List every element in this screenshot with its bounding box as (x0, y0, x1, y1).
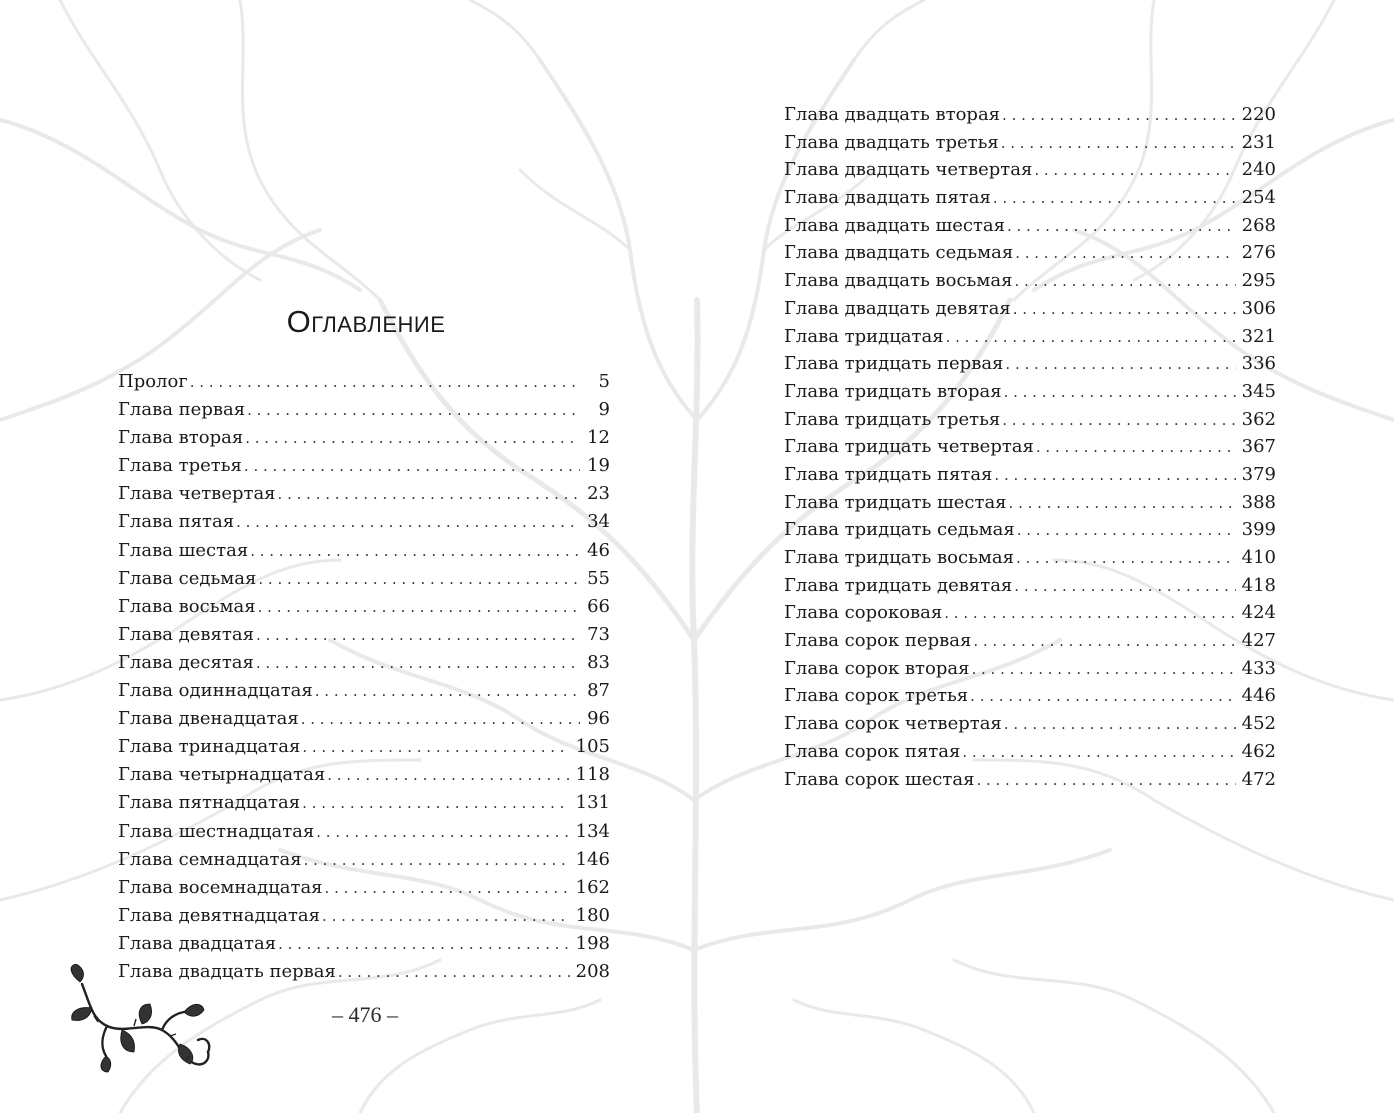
toc-entry (784, 212, 1276, 240)
toc-entry (784, 129, 1276, 157)
toc-entry-label: Глава четвертая (118, 483, 276, 505)
toc-entry-page: 208 (575, 960, 610, 982)
toc-entry-label: Глава двенадцатая (118, 708, 299, 730)
toc-dot-leader (1014, 268, 1235, 296)
toc-entry-label: Глава первая (118, 399, 246, 421)
toc-entry-page: 96 (587, 708, 610, 730)
toc-entry (118, 565, 610, 593)
toc-entry-label: Глава пятая (118, 511, 235, 533)
toc-entry (118, 902, 610, 930)
toc-entry-label: Глава двадцать четвертая (784, 159, 1033, 181)
toc-entry (118, 396, 610, 424)
toc-entry-label: Глава девятнадцатая (118, 904, 321, 926)
toc-title: Оглавление (286, 304, 446, 339)
toc-dot-leader (302, 733, 569, 761)
toc-entry-page: 276 (1241, 242, 1276, 264)
toc-entry-page: 5 (598, 371, 610, 392)
toc-entry-page: 427 (1241, 630, 1276, 652)
toc-dot-leader (258, 593, 580, 621)
toc-entry-label: Глава двадцать первая (118, 960, 336, 982)
toc-dot-leader (278, 930, 570, 958)
toc-entry-label: Глава двадцать вторая (784, 104, 1001, 125)
toc-dot-leader (236, 508, 580, 536)
toc-entry-label: Глава тридцать восьмая (784, 547, 1014, 568)
toc-entry-label: Глава двадцать восьмая (784, 270, 1013, 292)
toc-dot-leader (301, 705, 580, 733)
toc-entry-page: 146 (575, 848, 610, 870)
toc-entry-page: 254 (1241, 187, 1276, 209)
toc-entry-page: 452 (1241, 713, 1276, 735)
toc-dot-leader (1007, 213, 1236, 241)
toc-entry-label: Глава сорок первая (784, 630, 972, 652)
toc-entry (118, 733, 610, 761)
toc-entry-label: Глава сорок третья (784, 685, 969, 707)
toc-entry (784, 378, 1276, 406)
toc-entry-label: Глава третья (118, 455, 242, 477)
toc-list-left (118, 368, 610, 986)
toc-dot-leader (1002, 102, 1236, 130)
toc-dot-leader (304, 846, 570, 874)
toc-entry-page: 321 (1241, 325, 1276, 347)
toc-entry (118, 705, 610, 733)
toc-entry-label: Глава девятая (118, 623, 254, 645)
toc-entry-page: 410 (1241, 547, 1276, 568)
toc-entry-page: 306 (1241, 297, 1276, 319)
toc-entry (784, 267, 1276, 295)
toc-dot-leader (1009, 490, 1236, 518)
toc-list-right (784, 101, 1276, 793)
toc-dot-leader (1016, 545, 1236, 573)
toc-entry-label: Глава шестая (118, 539, 249, 561)
toc-entry-label: Глава одиннадцатая (118, 680, 313, 702)
toc-entry-label: Глава двадцать пятая (784, 187, 991, 209)
toc-entry (784, 461, 1276, 489)
toc-entry-page: 446 (1241, 685, 1276, 707)
toc-entry (118, 593, 610, 621)
toc-entry-page: 240 (1241, 159, 1276, 181)
toc-entry (784, 599, 1276, 627)
toc-dot-leader (322, 902, 570, 930)
toc-entry-page: 34 (587, 511, 610, 533)
toc-entry-page: 367 (1241, 436, 1276, 458)
toc-dot-leader (250, 537, 580, 565)
toc-entry (784, 239, 1276, 267)
toc-dot-leader (1034, 157, 1235, 185)
toc-dot-leader (315, 677, 580, 705)
toc-dot-leader (256, 621, 580, 649)
toc-entry-page: 424 (1241, 602, 1276, 624)
toc-entry-page: 118 (575, 764, 610, 786)
toc-dot-leader (245, 424, 580, 452)
toc-dot-leader (302, 789, 569, 817)
toc-dot-leader (993, 185, 1236, 213)
toc-entry (784, 516, 1276, 544)
toc-entry (784, 710, 1276, 738)
toc-entry (118, 789, 610, 817)
toc-entry-label: Глава сорок четвертая (784, 713, 1002, 735)
toc-entry-page: 198 (575, 932, 610, 954)
toc-dot-leader (1036, 434, 1236, 462)
toc-entry-page: 19 (587, 455, 610, 477)
toc-entry-page: 46 (587, 539, 610, 561)
toc-dot-leader (971, 656, 1235, 684)
toc-entry-page: 87 (587, 680, 610, 702)
toc-entry (118, 452, 610, 480)
toc-dot-leader (327, 761, 569, 789)
toc-dot-leader (278, 480, 580, 508)
toc-entry (118, 930, 610, 958)
toc-entry (784, 544, 1276, 572)
toc-entry-label: Глава тридцать седьмая (784, 519, 1015, 541)
toc-dot-leader (256, 649, 580, 677)
toc-dot-leader (973, 628, 1235, 656)
toc-entry-page: 220 (1241, 104, 1276, 125)
toc-entry-label: Глава двадцать девятая (784, 297, 1011, 319)
toc-entry (784, 627, 1276, 655)
toc-entry-page: 12 (587, 427, 610, 449)
toc-entry-label: Глава сороковая (784, 602, 943, 624)
toc-entry (784, 655, 1276, 683)
toc-entry-label: Глава тридцать пятая (784, 463, 993, 485)
toc-entry-label: Глава седьмая (118, 567, 257, 589)
toc-entry-page: 55 (587, 567, 610, 589)
toc-dot-leader (1014, 573, 1235, 601)
toc-dot-leader (1015, 240, 1235, 268)
toc-entry-page: 472 (1241, 768, 1276, 790)
toc-entry (784, 323, 1276, 351)
thorny-vine-ornament-icon (62, 964, 222, 1084)
toc-entry-page: 134 (575, 820, 610, 842)
toc-entry-label: Глава двадцатая (118, 932, 277, 954)
toc-dot-leader (1004, 711, 1236, 739)
toc-dot-leader (994, 462, 1235, 490)
toc-entry-label: Пролог (118, 371, 188, 392)
toc-entry (784, 682, 1276, 710)
toc-entry (784, 766, 1276, 794)
toc-dot-leader (1017, 517, 1236, 545)
toc-entry-label: Глава десятая (118, 651, 254, 673)
toc-entry-page: 73 (587, 623, 610, 645)
toc-entry (118, 424, 610, 452)
toc-entry (118, 368, 610, 396)
toc-entry-page: 295 (1241, 270, 1276, 292)
toc-entry-label: Глава восьмая (118, 595, 256, 617)
toc-entry-label: Глава семнадцатая (118, 848, 302, 870)
toc-entry (118, 649, 610, 677)
toc-dot-leader (944, 600, 1235, 628)
toc-entry-label: Глава двадцать седьмая (784, 242, 1014, 264)
toc-entry-label: Глава вторая (118, 427, 244, 449)
toc-entry (784, 101, 1276, 129)
toc-dot-leader (190, 368, 580, 396)
right-page (697, 0, 1394, 1113)
toc-entry-page: 23 (587, 483, 610, 505)
toc-dot-leader (325, 874, 570, 902)
toc-entry-page: 362 (1241, 408, 1276, 430)
toc-entry-page: 180 (575, 904, 610, 926)
toc-entry-page: 418 (1241, 574, 1276, 596)
toc-entry-page: 162 (575, 876, 610, 898)
toc-dot-leader (962, 739, 1235, 767)
toc-entry (784, 295, 1276, 323)
toc-entry-page: 399 (1241, 519, 1276, 541)
toc-entry-label: Глава тридцать девятая (784, 574, 1013, 596)
toc-entry-page: 336 (1241, 353, 1276, 375)
toc-entry-page: 345 (1241, 380, 1276, 402)
toc-entry-page: 462 (1241, 740, 1276, 762)
toc-entry-label: Глава двадцать третья (784, 131, 999, 153)
toc-entry (118, 846, 610, 874)
toc-entry-page: 131 (575, 792, 610, 814)
toc-dot-leader (316, 818, 569, 846)
page-number: – 476 – (332, 1002, 398, 1027)
toc-entry-label: Глава сорок пятая (784, 740, 961, 762)
toc-dot-leader (976, 767, 1235, 795)
toc-dot-leader (1013, 296, 1236, 324)
toc-entry (118, 818, 610, 846)
toc-entry (784, 738, 1276, 766)
toc-dot-leader (1001, 130, 1236, 158)
toc-entry-page: 388 (1241, 491, 1276, 513)
toc-entry-label: Глава тринадцатая (118, 736, 301, 758)
toc-entry (784, 572, 1276, 600)
toc-entry (784, 350, 1276, 378)
toc-entry-page: 379 (1241, 463, 1276, 485)
toc-entry-label: Глава тридцать первая (784, 353, 1004, 375)
toc-entry-page: 433 (1241, 657, 1276, 679)
toc-entry-label: Глава восемнадцатая (118, 876, 323, 898)
toc-entry-page: 268 (1241, 214, 1276, 236)
toc-entry (118, 621, 610, 649)
toc-entry (118, 677, 610, 705)
toc-entry (784, 184, 1276, 212)
toc-entry-label: Глава тридцать четвертая (784, 436, 1034, 458)
toc-entry (784, 433, 1276, 461)
toc-entry-label: Глава сорок шестая (784, 768, 975, 790)
toc-entry-label: Глава двадцать шестая (784, 214, 1006, 236)
toc-dot-leader (1004, 379, 1236, 407)
toc-entry-label: Глава пятнадцатая (118, 792, 301, 814)
toc-entry (118, 761, 610, 789)
toc-entry-label: Глава четырнадцатая (118, 764, 326, 786)
toc-entry-label: Глава сорок вторая (784, 657, 970, 679)
toc-entry-page: 231 (1241, 131, 1276, 153)
toc-entry-page: 9 (598, 399, 610, 421)
toc-entry-page: 105 (575, 736, 610, 758)
toc-entry (118, 480, 610, 508)
toc-dot-leader (1005, 351, 1235, 379)
toc-entry (118, 508, 610, 536)
toc-dot-leader (258, 565, 580, 593)
toc-dot-leader (247, 396, 580, 424)
toc-entry-label: Глава тридцать вторая (784, 380, 1002, 402)
toc-dot-leader (338, 958, 570, 986)
toc-entry (784, 406, 1276, 434)
toc-entry-label: Глава тридцать третья (784, 408, 1001, 430)
toc-entry (118, 537, 610, 565)
toc-entry-label: Глава тридцатая (784, 325, 944, 347)
toc-entry-label: Глава тридцать шестая (784, 491, 1007, 513)
toc-entry-page: 66 (587, 595, 610, 617)
toc-entry-label: Глава шестнадцатая (118, 820, 315, 842)
toc-entry (784, 156, 1276, 184)
toc-entry-page: 83 (587, 651, 610, 673)
toc-entry (118, 874, 610, 902)
toc-dot-leader (1002, 407, 1235, 435)
toc-dot-leader (244, 452, 580, 480)
toc-entry (784, 489, 1276, 517)
toc-dot-leader (946, 324, 1236, 352)
toc-dot-leader (970, 683, 1235, 711)
